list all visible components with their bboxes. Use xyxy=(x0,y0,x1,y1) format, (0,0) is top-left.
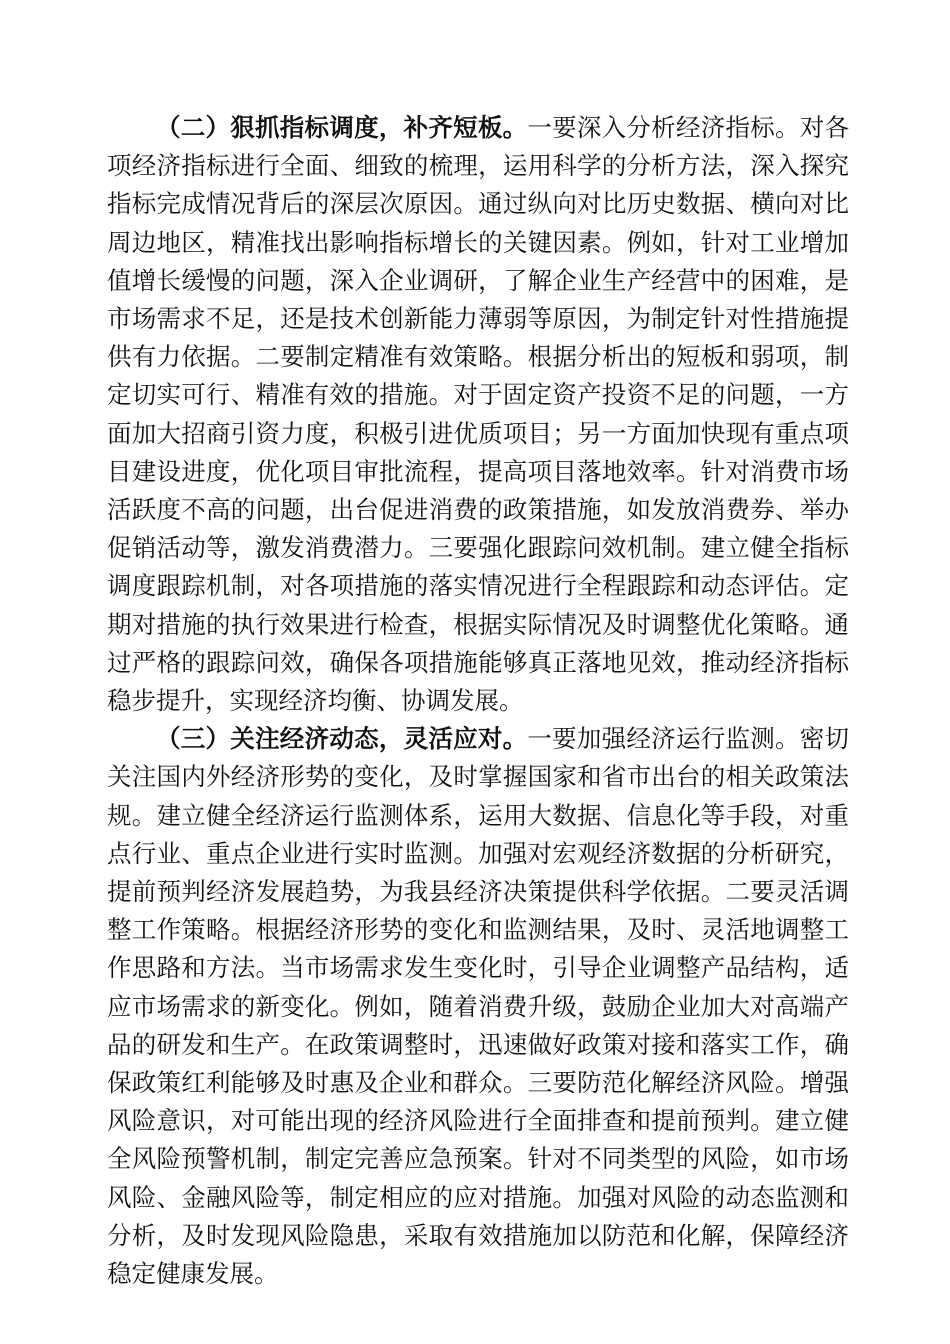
section-body-3: 一要加强经济运行监测。密切关注国内外经济形势的变化，及时掌握国家和省市出台的相关政策法规。建立健全经济运行监测体系，运用大数据、信息化等手段，对重点行业、重点企业进行实时监测。加强对宏观经济数据的分析研究，提前预判经济发展趋势，为我县经济决策提供科学依据。二要灵活调整工作策略。根据经济形势的变化和监测结果，及时、灵活地调整工作思路和方法。当市场需求发生变化时，引导企业调整产品结构，适应市场需求的新变化。例如，随着消费升级，鼓励企业加大对高端产品的研发和生产。在政策调整时，迅速做好政策对接和落实工作，确保政策红利能够及时惠及企业和群众。三要防范化解经济风险。增强风险意识，对可能出现的经济风险进行全面排查和提前预判。建立健全风险预警机制，制定完善应急预案。针对不同类型的风险，如市场风险、金融风险等，制定相应的应对措施。加强对风险的动态监测和分析，及时发现风险隐患，采取有效措施加以防范和化解，保障经济稳定健康发展。 xyxy=(107,724,850,1289)
section-heading-3: （三）关注经济动态，灵活应对。 xyxy=(156,724,528,754)
section-heading-2: （二）狠抓指标调度，补齐短板。 xyxy=(156,113,528,142)
section-paragraph-3 xyxy=(107,720,849,1293)
section-body-2: 一要深入分析经济指标。对各项经济指标进行全面、细致的梳理，运用科学的分析方法，深入探究指标完成情况背后的深层次原因。通过纵向对比历史数据、横向对比周边地区，精准找出影响指标增长的关键因素。例如，针对工业增加值增长缓慢的问题，深入企业调研，了解企业生产经营中的困难，是市场需求不足，还是技术创新能力薄弱等原因，为制定针对性措施提供有力依据。二要制定精准有效策略。根据分析出的短板和弱项，制定切实可行、精准有效的措施。对于固定资产投资不足的问题，一方面加大招商引资力度，积极引进优质项目；另一方面加快现有重点项目建设进度，优化项目审批流程，提高项目落地效率。针对消费市场活跃度不高的问题，出台促进消费的政策措施，如发放消费券、举办促销活动等，激发消费潜力。三要强化跟踪问效机制。建立健全指标调度跟踪机制，对各项措施的落实情况进行全程跟踪和动态评估。定期对措施的执行效果进行检查，根据实际情况及时调整优化策略。通过严格的跟踪问效，确保各项措施能够真正落地见效，推动经济指标稳步提升，实现经济均衡、协调发展。 xyxy=(107,113,850,716)
section-paragraph-2 xyxy=(107,109,849,720)
document-page xyxy=(107,109,849,1293)
